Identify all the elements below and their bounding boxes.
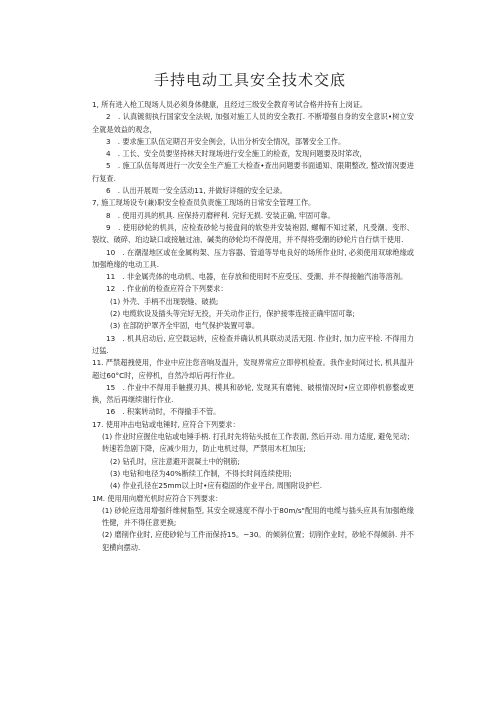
paragraph-12-item-3: (3) 在部防护罩齐全牢固，电气保护装置可靠。 bbox=[110, 321, 260, 331]
paragraph-2: 2 . 认真镀彻执行国家安全法规, 加强对施工人员的安全教打. 不断增强自身的安全意识•树立安全就是效益的观念， bbox=[92, 112, 414, 134]
paragraph-12: 12 . 作业前的检查应符合下列要求： bbox=[106, 284, 228, 294]
paragraph-18-item-1: (1) 砂轮应选用增强纤维树脂型, 其安全规速度不得小于80m/s"配用的电缆与插头应具有加强绝缘性健，并不得任意更换; bbox=[102, 505, 414, 528]
paragraph-1: 1, 所有进入枪工现场人员必须身体健康，且经过三级安全教育考试合格并持有上岗证。 bbox=[92, 100, 368, 109]
paragraph-17-item-4: (4) 作业孔径在25mm以上时•应有稳固的作业平台, 周围附设护栏. bbox=[110, 481, 323, 491]
paragraph-12-item-2: (2) 电缆软设及插头等完好无投，开关动作正行，保护接零连接正确牢固可靠; bbox=[110, 309, 355, 319]
paragraph-17-item-1: (1) 作业时应握住电钻或电锤手柄. 打孔时先将钻头抵在工作表面, 然后开动. 用力适度, 避免见动；转速若急剧下降，应减少用力，防止电机过得，严禁用木杠加压; bbox=[102, 432, 414, 454]
paragraph-17: 17. 使用冲击电钻或电锤时, 应符合下列要求： bbox=[92, 419, 240, 429]
paragraph-17-item-2: (2) 钻孔时，应注意避开混凝土中的钢筋; bbox=[110, 456, 240, 466]
paragraph-18-item-2: (2) 磨削作业时, 应使砂轮与工件而保持15。~30。的倾斜位置；切削作业时，砂轮不得倾斜. 并不犯横向摆动. bbox=[102, 530, 414, 552]
paragraph-16: 16 . 积案转动时，不得撤手不管。 bbox=[106, 407, 221, 417]
paragraph-14: 11. 严禁超拽使用，作业中应注您音响及温升，发现界常应立即停机检查。我作业时间过长, 机具温升超过60°C时，应停机，自然冷却后再行作业。 bbox=[92, 358, 414, 380]
paragraph-3: 3 . 要求施工队伍定期召开安全例会，认出分析安全情况，部署安全工作。 bbox=[106, 136, 346, 146]
paragraph-10: 10 . 在潮湿地区或在金属构架、压力容器、管道等导电良好的场所作业时, 必须使用双球绝缘或加强绝缘的电动工具. bbox=[92, 247, 414, 269]
paragraph-5: 5 . 施工队伍每周进行一次安全生产施工大检查•查出问题要书面通知、限期整改, 整改情况要进行复查. bbox=[92, 161, 414, 183]
paragraph-6: 6 . 认出开展周一安全活动11, 并做好详细的安全记录。 bbox=[106, 186, 287, 196]
document-title: 手持电动工具安全技术交底 bbox=[153, 71, 346, 89]
paragraph-4: 4 . 工长、安全员要坚持林天时现场进行安全施工的检查，发现问题要及时笫改， bbox=[106, 149, 367, 159]
paragraph-11: 11 . 非金属壳体的电动机、电器，在存放和使用时不应受压、受潮、并不得接触汽油等溶剂。 bbox=[106, 272, 408, 282]
paragraph-15: 15 . 作业中不得用手触摸刃具、模具和砂轮, 发现其有磨钝、破根情况时•应立即停机修整或更换，然后再继续谢行作业. bbox=[92, 382, 414, 405]
paragraph-12-item-1: (1) 外壳、手柄不出现裂缝、破损; bbox=[110, 296, 219, 306]
paragraph-18: 1M. 使用用向磨光机时应符合下列要求： bbox=[92, 493, 223, 503]
paragraph-13: 13 . 机具启动后, 应空载运转，应检查并确认机具联动灵活无阻. 作业时, 加力应平检. 不得用力过猛. bbox=[92, 333, 414, 355]
document-body bbox=[92, 99, 414, 554]
paragraph-7: 7, 施工现场设专(兼)职安全检查员负责施工现场的日常安全管理工作。 bbox=[92, 198, 316, 208]
paragraph-9: 9 . 使用砂轮的机具，应检查砂轮与接盘间的软垫并安装袍固, 螺帽不知过紧，凡受潮、变形、裂纹、破碎、珀边缺口或接触过油、碱类的砂轮均不得使用，并不得将受潮的砂轮片自行烘干使用. bbox=[92, 222, 414, 245]
paragraph-8: 8 . 使用刃具的机具. 应保持刃磨秤利. 完好无损. 安装正确, 牢固可靠。 bbox=[106, 210, 335, 220]
paragraph-17-item-3: (3) 电钻和电径为40%断续工作制，不得长时间连续使用; bbox=[110, 468, 292, 478]
